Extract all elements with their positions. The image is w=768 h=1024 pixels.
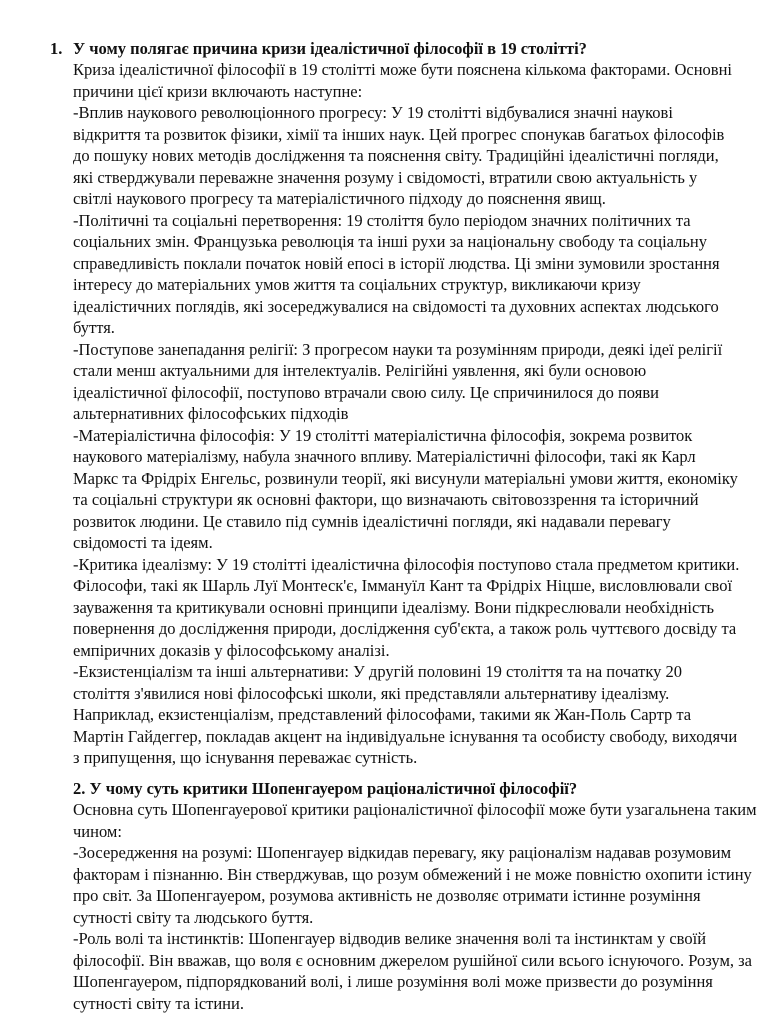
question-1-paragraph: -Політичні та соціальні перетворення: 19 століття було періодом значних політичних та соціальних змін. Французька революція та інші рухи за національну свободу та соціальну справедливість поклали початок новій епосі в історії людства. Ці зміни зумовили зростання інтересу до матеріальних умов життя та соціальних структур, викликаючи кризу ідеалістичних поглядів, які зосереджувалися на свідомості та духовних аспектах людського буття. — [73, 210, 720, 337]
question-1-paragraph: -Матеріалістична філософія: У 19 столітті матеріалістична філософія, зокрема розвиток наукового матеріалізму, набула значного впливу. Матеріалістичні філософи, такі як Карл Маркс та Фрідріх Енгельс, розвинули теорії, які висунули матеріальні умови життя, економіку та соціальні структури як основні фактори, що визначають світовоззрення та історичний розвиток людини. Це ставило під сумнів ідеалістичні погляди, які надавали перевагу свідомості та ідеям. — [73, 425, 738, 552]
question-1-title: У чому полягає причина кризи ідеалістичної філософії в 19 столітті? — [73, 39, 587, 58]
question-2-title: 2. У чому суть критики Шопенгауером раціоналістичної філософії? — [73, 779, 578, 798]
question-1-section — [50, 38, 740, 769]
question-1-paragraph: -Критика ідеалізму: У 19 столітті ідеалістична філософія поступово стала предметом критики. Філософи, такі як Шарль Луї Монтеск'є, Іммануїл Кант та Фрідріх Ніцше, висловлювали свої зауваження та критикували основні принципи ідеалізму. Вони підкреслювали необхідність повернення до дослідження природи, дослідження суб'єкта, а також роль чуттєвого досвіду та емпіричних доказів у філософському аналізі. — [73, 554, 740, 660]
question-2-paragraph: Основна суть Шопенгауерової критики раціоналістичної філософії може бути узагальнена таким чином: — [73, 800, 757, 841]
question-1-body — [73, 38, 740, 769]
question-1-paragraph: -Екзистенціалізм та інші альтернативи: У другій половині 19 століття та на початку 20 століття з'явилися нові філософські школи, які представляли альтернативу ідеалізму. Наприклад, екзистенціалізм, представлений філософами, такими як Жан-Поль Сартр та Мартін Гайдеггер, покладав акцент на індивідуальне існування та особисту свободу, виходячи з припущення, що існування переважає сутність. — [73, 662, 738, 767]
question-1-number: 1. — [50, 39, 63, 58]
question-2-section — [73, 778, 763, 1014]
question-1-paragraph: -Поступове занепадання релігії: З прогресом науки та розумінням природи, деякі ідеї релігії стали менш актуальними для інтелектуалів. Релігійні уявлення, які були основою ідеалістичної філософії, поступово втрачали свою силу. Це спричинилося до появи альтернативних філософських підходів — [73, 339, 723, 423]
question-1-paragraph: -Вплив наукового революціонного прогресу: У 19 столітті відбувалися значні наукові відкриття та розвиток фізики, хімії та інших наук. Цей прогрес спонукав багатьох філософів до пошуку нових методів дослідження та пояснення світу. Традиційні ідеалістичні погляди, які стверджували переважне значення розуму і свідомості, втратили свою актуальність у світлі наукового прогресу та матеріалістичного підходу до пояснення явищ. — [73, 103, 725, 208]
question-2-paragraph: -Зосередження на розумі: Шопенгауер відкидав перевагу, яку раціоналізм надавав розумовим факторам і пізнанню. Він стверджував, що розум обмежений і не може повністю охопити істину про світ. За Шопенгауером, розумова активність не дозволяє отримати істинне розуміння сутності світу та людського буття. — [73, 843, 752, 927]
question-2-paragraph: -Роль волі та інстинктів: Шопенгауер відводив велике значення волі та інстинктам у своїй філософії. Він вважав, що воля є основним джерелом рушійної сили всього існуючого. Розум, за Шопенгауером, підпорядкований волі, і лише розуміння волі може призвести до розуміння сутності світу та істини. — [73, 929, 752, 1013]
question-1-paragraph: Криза ідеалістичної філософії в 19 столітті може бути пояснена кількома факторами. Основні причини цієї кризи включають наступне: — [73, 60, 732, 101]
